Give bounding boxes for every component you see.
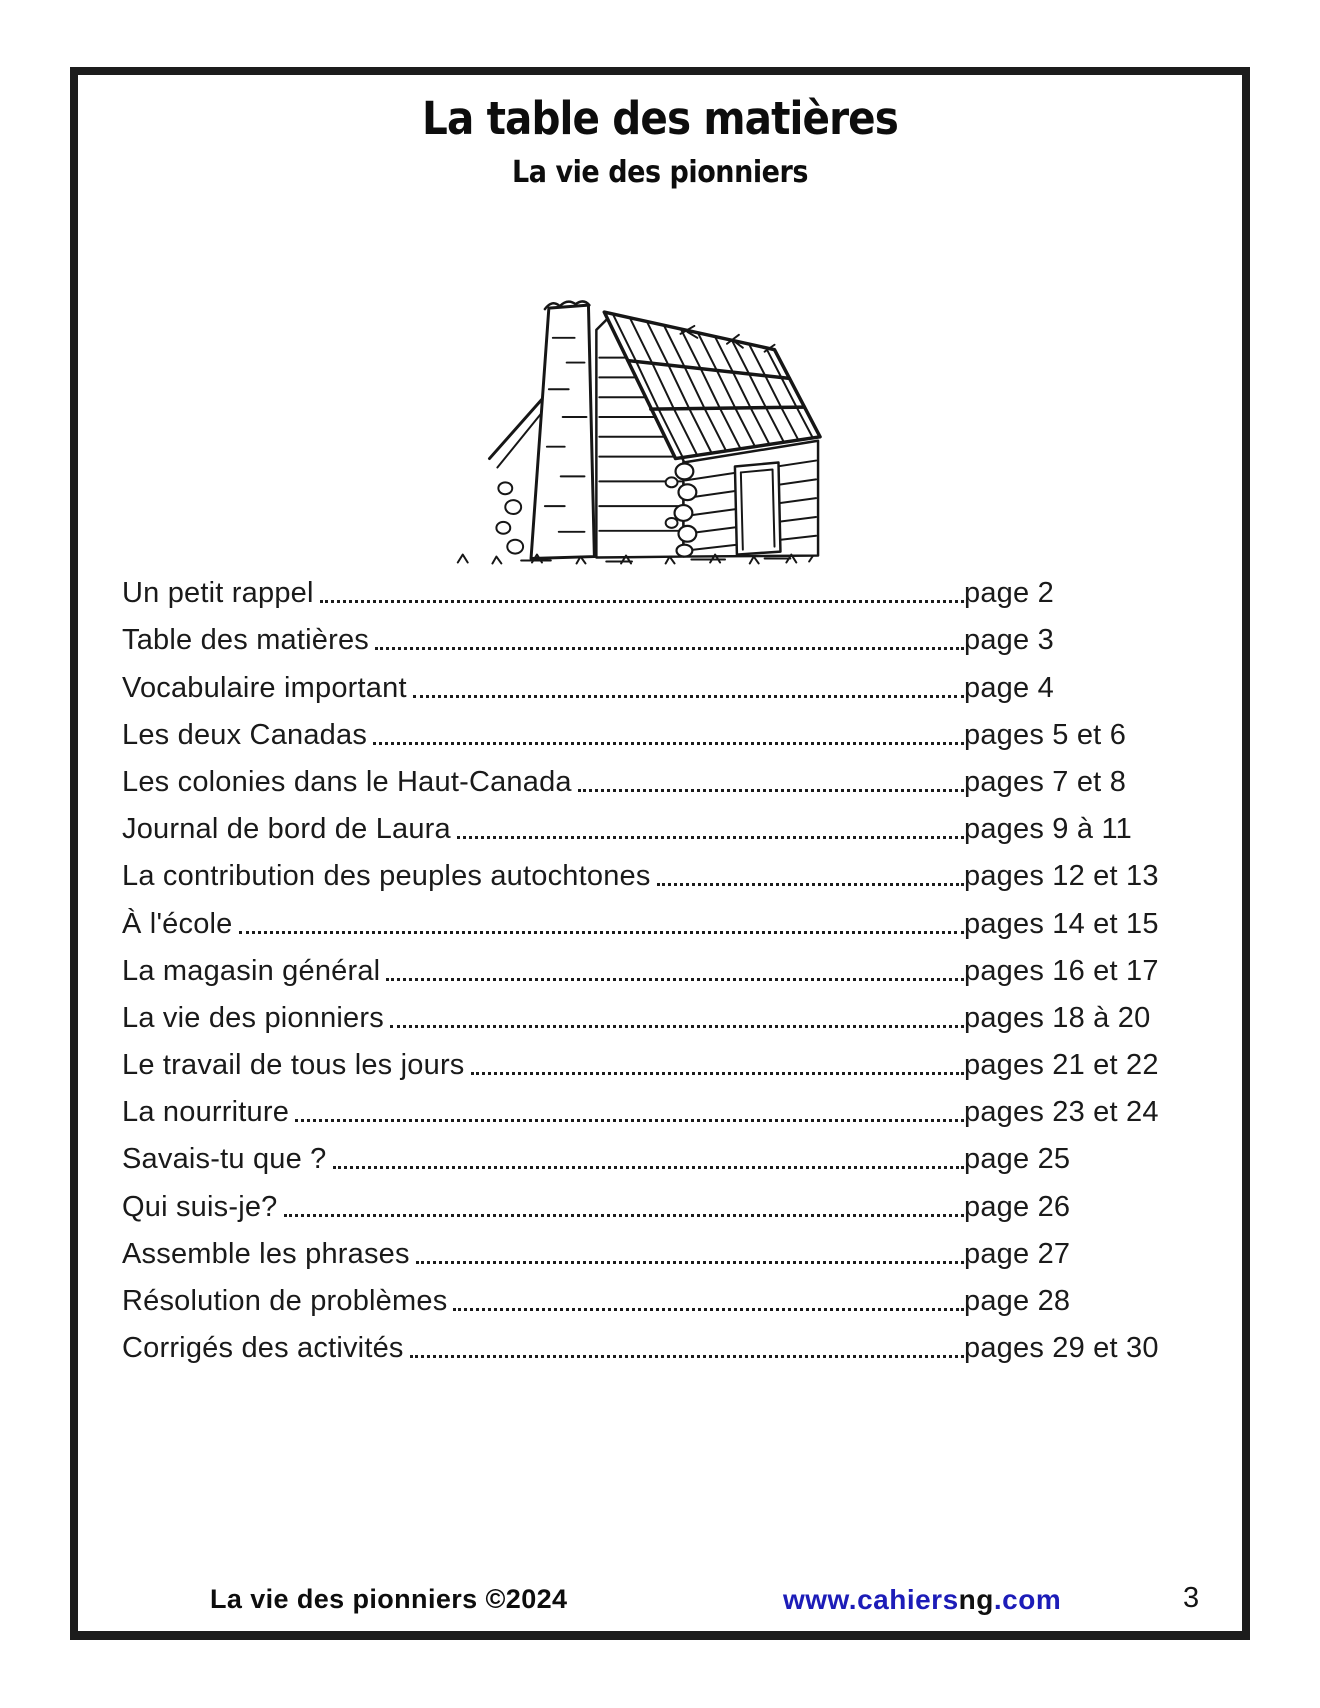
toc-row bbox=[122, 613, 1170, 660]
toc-entry-page: pages 16 et 17 bbox=[964, 954, 1159, 987]
toc-row bbox=[122, 566, 1170, 613]
toc-entry-label: Résolution de problèmes bbox=[122, 1285, 448, 1317]
toc-entry-page: pages 23 et 24 bbox=[964, 1096, 1159, 1129]
toc-leader-dots bbox=[284, 1214, 964, 1217]
toc-entry-page: pages 7 et 8 bbox=[964, 765, 1127, 798]
page-number: 3 bbox=[1183, 1582, 1200, 1614]
toc-entry-label: Table des matières bbox=[122, 624, 369, 657]
toc-leader-dots bbox=[416, 1261, 964, 1264]
toc-leader-dots bbox=[578, 789, 964, 792]
toc-entry-page: pages 9 à 11 bbox=[964, 813, 1132, 846]
toc-entry-label: Vocabulaire important bbox=[122, 671, 407, 704]
footer-website-url bbox=[783, 1584, 1061, 1616]
toc-row bbox=[122, 708, 1170, 755]
url-part-3: .com bbox=[993, 1584, 1062, 1615]
toc-entry-label: La nourriture bbox=[122, 1096, 290, 1129]
toc-entry-label: Un petit rappel bbox=[122, 577, 314, 610]
footer-copyright: La vie des pionniers ©2024 bbox=[210, 1584, 568, 1614]
toc-leader-dots bbox=[386, 978, 964, 981]
toc-leader-dots bbox=[453, 1308, 964, 1311]
toc-row bbox=[122, 1321, 1170, 1368]
toc-entry-page: pages 29 et 30 bbox=[964, 1332, 1159, 1365]
toc-entry-label: La vie des pionniers bbox=[122, 1001, 384, 1034]
log-cabin-illustration bbox=[438, 268, 824, 566]
toc-row bbox=[122, 1274, 1170, 1321]
toc-entry-label: Les deux Canadas bbox=[122, 718, 368, 751]
toc-leader-dots bbox=[471, 1072, 965, 1075]
toc-leader-dots bbox=[375, 647, 964, 650]
toc-leader-dots bbox=[239, 931, 964, 934]
page-title: La table des matières bbox=[422, 92, 898, 145]
toc-entry-page: page 3 bbox=[964, 624, 1054, 657]
toc-leader-dots bbox=[657, 883, 964, 886]
toc-row bbox=[122, 944, 1170, 991]
toc-leader-dots bbox=[413, 695, 964, 698]
toc-leader-dots bbox=[333, 1166, 964, 1169]
toc-row bbox=[122, 1038, 1170, 1085]
toc-entry-page: page 2 bbox=[964, 577, 1054, 610]
toc-entry-page: page 27 bbox=[964, 1237, 1071, 1270]
toc-row bbox=[122, 1085, 1170, 1132]
toc-entry-page: pages 12 et 13 bbox=[964, 860, 1159, 893]
toc-entry-page: page 25 bbox=[964, 1143, 1071, 1176]
toc-row bbox=[122, 849, 1170, 896]
toc-entry-label: Assemble les phrases bbox=[122, 1237, 410, 1270]
toc-row bbox=[122, 1132, 1170, 1179]
toc-row bbox=[122, 802, 1170, 849]
toc-leader-dots bbox=[410, 1355, 964, 1358]
toc-leader-dots bbox=[295, 1119, 964, 1122]
toc-entry-label: À l'école bbox=[122, 907, 233, 940]
toc-entry-page: page 4 bbox=[964, 671, 1054, 704]
toc-entry-label: Le travail de tous les jours bbox=[122, 1049, 465, 1082]
toc-row bbox=[122, 1227, 1170, 1274]
page-heading bbox=[70, 92, 1250, 190]
toc-leader-dots bbox=[390, 1025, 964, 1028]
toc-list bbox=[122, 566, 1170, 1368]
toc-entry-page: pages 5 et 6 bbox=[964, 718, 1127, 751]
toc-entry-page: page 26 bbox=[964, 1190, 1071, 1223]
url-part-1: www.cahiers bbox=[783, 1584, 959, 1615]
toc-entry-page: pages 21 et 22 bbox=[964, 1049, 1159, 1082]
toc-row bbox=[122, 991, 1170, 1038]
toc-entry-page: pages 14 et 15 bbox=[964, 907, 1159, 940]
toc-leader-dots bbox=[457, 836, 964, 839]
toc-row bbox=[122, 896, 1170, 943]
toc-entry-page: page 28 bbox=[964, 1285, 1071, 1317]
toc-leader-dots bbox=[320, 600, 964, 603]
toc-entry-label: Corrigés des activités bbox=[122, 1332, 404, 1365]
toc-row bbox=[122, 755, 1170, 802]
toc-entry-label: La magasin général bbox=[122, 954, 381, 987]
toc-entry-label: Les colonies dans le Haut-Canada bbox=[122, 765, 572, 798]
toc-leader-dots bbox=[373, 742, 964, 745]
toc-entry-label: Journal de bord de Laura bbox=[122, 813, 451, 846]
toc-entry-label: Savais-tu que ? bbox=[122, 1143, 327, 1176]
page-subtitle: La vie des pionniers bbox=[511, 155, 809, 190]
toc-row bbox=[122, 1179, 1170, 1226]
toc-entry-label: La contribution des peuples autochtones bbox=[122, 860, 651, 893]
toc-entry-page: pages 18 à 20 bbox=[964, 1001, 1151, 1034]
toc-row bbox=[122, 660, 1170, 707]
toc-entry-label: Qui suis-je? bbox=[122, 1190, 278, 1223]
url-part-2: ng bbox=[958, 1584, 994, 1615]
